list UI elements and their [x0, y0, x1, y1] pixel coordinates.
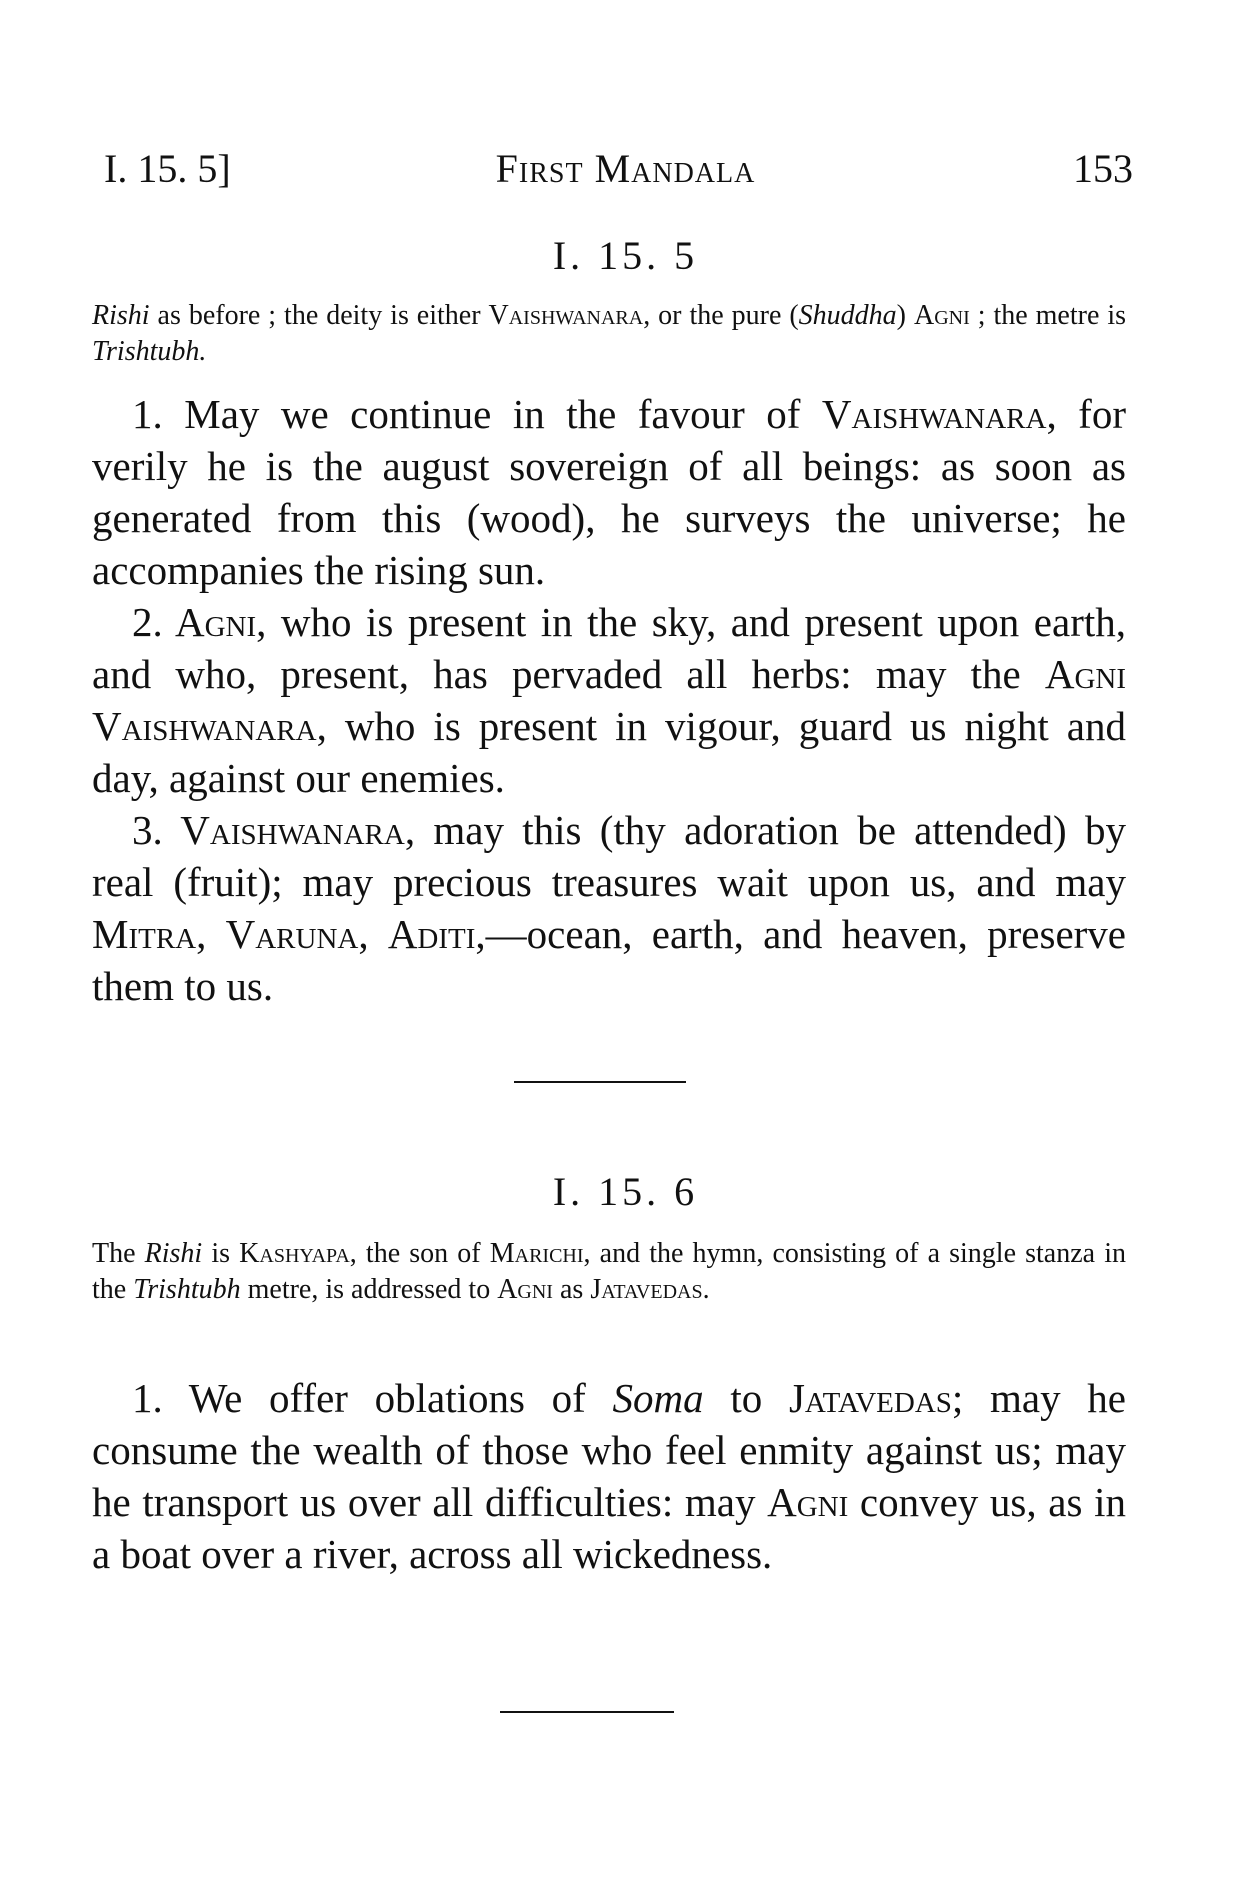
- metre-name: Trishtubh.: [92, 336, 207, 367]
- section-heading: I. 15. 6: [552, 1169, 699, 1214]
- running-head-reference: I. 15. 5]: [104, 146, 231, 191]
- verse-block: [92, 1372, 1126, 1580]
- rishi-label: Rishi: [144, 1238, 203, 1269]
- verse-number: 2.: [132, 599, 163, 645]
- running-head: [0, 145, 1251, 195]
- page-number: 153: [1073, 146, 1133, 191]
- verse-number: 1.: [132, 391, 163, 437]
- verse-number: 3.: [132, 807, 163, 853]
- section-headnote: The Rishi is Kashyapa, the son of Marichi, and the hymn, consisting of a single stanza in the Trishtubh metre, is addressed to Agni as Jatavedas.: [92, 1238, 1126, 1305]
- running-head-title: First Mandala: [495, 146, 756, 191]
- verse: 1. May we continue in the favour of Vaishwanara, for verily he is the august sovereign of all beings: as soon as generated from this (wood), he surveys the universe; he accompanies the rising sun.: [92, 391, 1126, 593]
- verse: 2. Agni, who is present in the sky, and present upon earth, and who, present, has pervaded all herbs: may the Agni Vaishwanara, who is present in vigour, guard us night and day, against our enemies.: [92, 599, 1126, 801]
- section-heading: I. 15. 5: [552, 233, 699, 278]
- metre-name: Trishtubh: [133, 1274, 241, 1305]
- section-headnote: Rishi as before ; the deity is either Vaishwanara, or the pure (Shuddha) Agni ; the metre is Trishtubh.: [92, 300, 1127, 367]
- section-divider: [500, 1711, 674, 1713]
- verse-block: [92, 388, 1126, 1012]
- verse: 3. Vaishwanara, may this (thy adoration be attended) by real (fruit); may precious treasures wait upon us, and may Mitra, Varuna, Aditi,—ocean, earth, and heaven, preserve them to us.: [92, 807, 1127, 1009]
- rishi-label: Rishi: [92, 300, 150, 331]
- verse: 1. We offer oblations of Soma to Jatavedas; may he consume the wealth of those who feel enmity against us; may he transport us over all difficulties: may Agni convey us, as in a boat over a river, across all wickedness.: [92, 1375, 1126, 1577]
- section-divider: [514, 1081, 686, 1083]
- verse-number: 1.: [132, 1375, 163, 1421]
- deity-name: Vaishwanara: [488, 300, 644, 331]
